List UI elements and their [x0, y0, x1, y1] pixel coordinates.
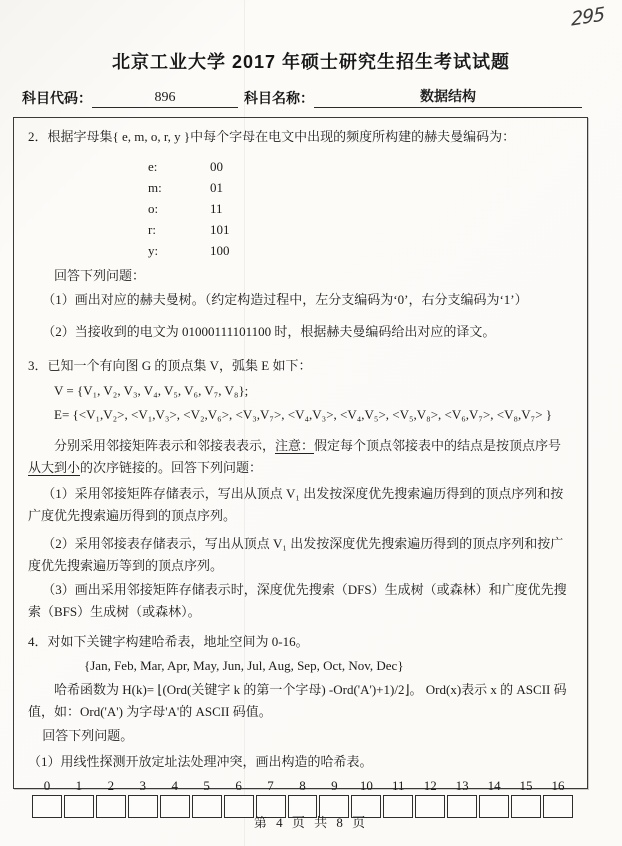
question-3-vertex-set: V = {V₁, V₂, V₃, V₄, V₅, V₆, V₇, V₈};	[54, 383, 249, 398]
subject-name-value: 数据结构	[314, 86, 582, 108]
question-4-stem: 4．对如下关键字构建哈希表，地址空间为 0-16。	[28, 634, 309, 649]
huffman-code-row	[148, 240, 573, 261]
question-2-part-2: （2）当接收到的电文为 01000111101100 时，根据赫夫曼编码给出对应的译文。	[42, 324, 496, 339]
hash-index: 15	[519, 778, 533, 793]
handwritten-page-number: 295	[570, 3, 604, 31]
subject-row	[22, 86, 602, 108]
hash-index: 1	[75, 778, 83, 793]
hash-index: 5	[203, 778, 210, 793]
huffman-code: 00	[210, 159, 223, 174]
question-4-key-set: {Jan, Feb, Mar, Apr, May, Jun, Jul, Aug, Sep, Oct, Nov, Dec}	[84, 658, 404, 673]
hash-index: 2	[107, 778, 115, 793]
huffman-letter: r:	[148, 222, 156, 237]
hash-index: 0	[43, 778, 51, 793]
huffman-code: 100	[210, 243, 230, 258]
hash-index: 10	[359, 778, 373, 793]
question-4-answer-prompt: 回答下列问题。	[42, 728, 134, 743]
hash-index: 6	[235, 778, 242, 793]
huffman-letter: e:	[148, 159, 158, 174]
note-segment: 分别采用邻接矩阵表示和邻接表表示，	[54, 438, 276, 453]
hash-index: 9	[331, 778, 338, 793]
question-4-hash-function: 哈希函数为 H(k)= ⌊(Ord(关键字 k 的第一个字母) -Ord('A')+1)/2⌋。 Ord(x)表示 x 的 ASCII 码值，如：Ord('A') 为字母'A'的 ASCII 码值。	[28, 682, 567, 719]
hash-index: 14	[487, 778, 501, 793]
question-3-part-1: （1）采用邻接矩阵存储表示，写出从顶点 V₁ 出发按深度优先搜索遍历得到的顶点序列和按广度优先搜索遍历得到的顶点序列。	[28, 486, 564, 523]
hash-index: 13	[455, 778, 469, 793]
hash-index: 3	[139, 778, 147, 793]
huffman-letter: m:	[148, 180, 162, 195]
hash-index: 7	[267, 778, 274, 793]
note-segment: 的次序链接的。回答下列问题：	[80, 460, 263, 475]
hash-index: 16	[551, 778, 565, 793]
huffman-code-row	[148, 198, 573, 219]
huffman-code-row	[148, 156, 573, 177]
huffman-letter: y:	[148, 243, 159, 258]
hash-index: 4	[171, 778, 178, 793]
question-3-stem: 3．已知一个有向图 G 的顶点集 V，弧集 E 如下：	[28, 358, 312, 373]
huffman-code: 01	[210, 180, 223, 195]
subject-name-label: 科目名称：	[244, 90, 314, 106]
page-footer: 第 4 页 共 8 页	[253, 815, 369, 830]
question-2-part-1: （1）画出对应的赫夫曼树。（约定构造过程中，左分支编码为‘0’，右分支编码为‘1’）	[42, 292, 528, 307]
subject-code-label: 科目代码：	[22, 90, 92, 106]
question-3-note	[28, 435, 573, 479]
hash-table-index-row	[32, 777, 573, 795]
exam-title: 北京工业大学 2017 年硕士研究生招生考试试题	[111, 52, 511, 72]
hash-index: 11	[392, 778, 405, 793]
note-segment: 假定每个顶点邻接表中的结点是按顶点序号	[314, 438, 562, 453]
question-3-part-3: （3）画出采用邻接矩阵存储表示时，深度优先搜索（DFS）生成树（或森林）和广度优先搜索（BFS）生成树（或森林）。	[28, 582, 567, 619]
question-2-answer-prompt: 回答下列问题：	[54, 268, 146, 283]
note-segment-underlined: 从大到小	[28, 460, 81, 475]
hash-index: 12	[423, 778, 437, 793]
huffman-code-row	[148, 177, 573, 198]
subject-code-value: 896	[92, 90, 238, 108]
question-3-edge-set: E= {<V₁,V₂>, <V₁,V₃>, <V₂,V₆>, <V₃,V₇>, <V₄,V₃>, <V₄,V₅>, <V₅,V₈>, <V₆,V₇>, <V₈,V₇> }	[54, 407, 553, 422]
huffman-letter: o:	[148, 201, 159, 216]
note-segment-underlined: 注意：	[275, 438, 315, 453]
huffman-code: 11	[210, 201, 223, 216]
question-4-part-1: （1）用线性探测开放定址法处理冲突，画出构造的哈希表。	[28, 754, 373, 769]
hash-index: 8	[299, 778, 306, 793]
question-3-part-2: （2）采用邻接表存储表示，写出从顶点 V₁ 出发按深度优先搜索遍历得到的顶点序列和按广度优先搜索遍历等到的顶点序列。	[28, 536, 564, 573]
huffman-code-row	[148, 219, 573, 240]
question-2-stem: 2．根据字母集{ e, m, o, r, y }中每个字母在电文中出现的频度所构建的赫夫曼编码为：	[28, 129, 516, 144]
question-area	[13, 117, 588, 793]
huffman-code-list	[148, 156, 573, 261]
huffman-code: 101	[210, 222, 230, 237]
